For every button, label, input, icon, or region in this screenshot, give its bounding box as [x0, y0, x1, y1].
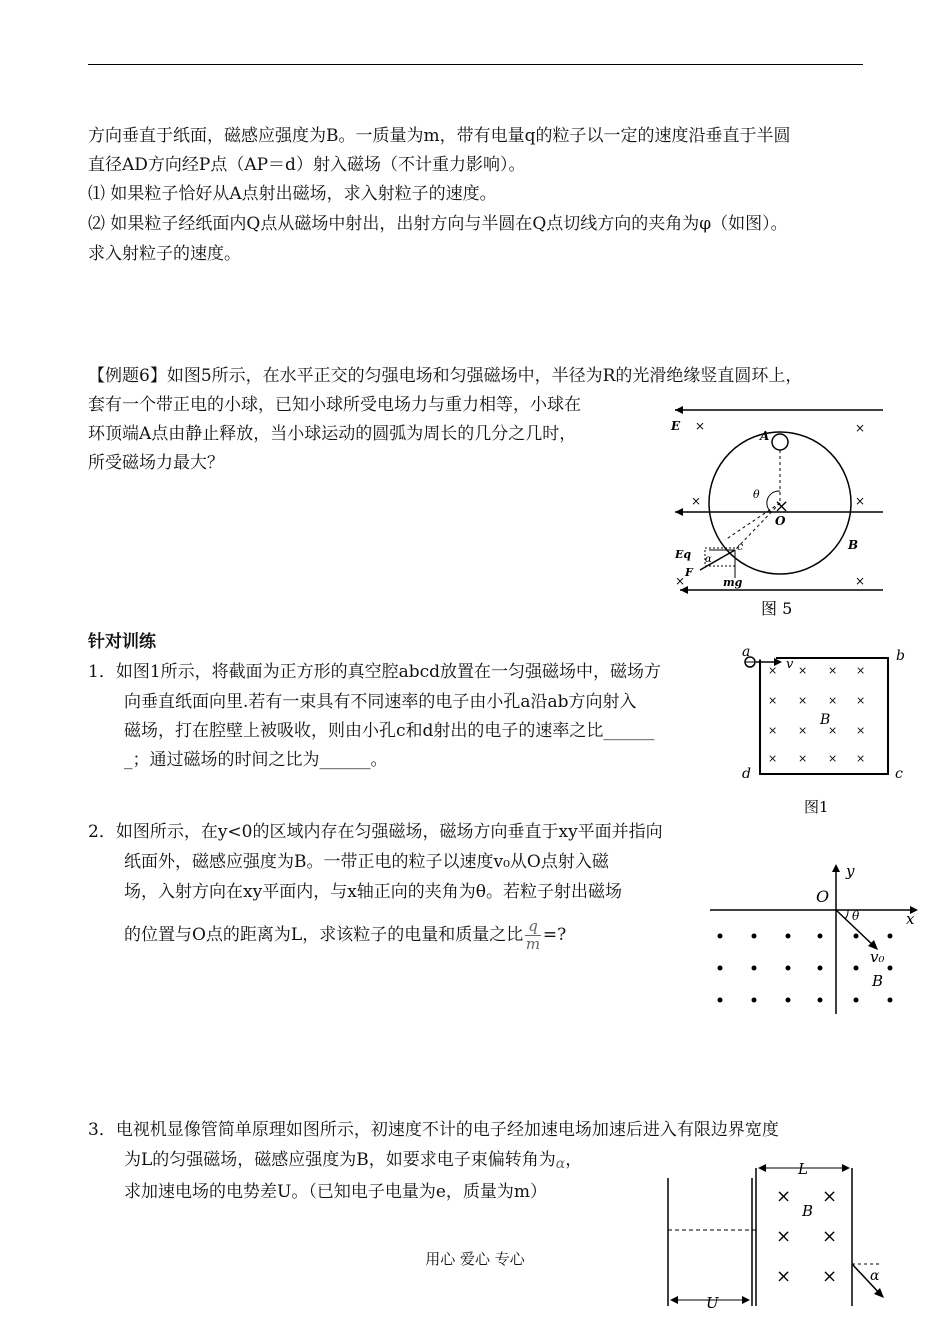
fig1-cross: × — [856, 664, 866, 677]
fig1-cross: × — [828, 664, 838, 677]
fig3-cross: × — [822, 1226, 838, 1247]
fig2-dot — [854, 998, 859, 1003]
fig1-cross: × — [798, 724, 808, 737]
figure-2-axes — [706, 856, 920, 1016]
fig5-label-c: c — [737, 540, 744, 553]
fig2-dot — [854, 966, 859, 971]
fig1-label-v: v — [786, 657, 794, 672]
fig3-label-U: U — [706, 1294, 719, 1312]
fig2-dot — [786, 934, 791, 939]
page-footer: 用心 爱心 专心 — [425, 1250, 525, 1268]
fig5-cross-5: × — [675, 574, 686, 588]
figure-1-cavity — [738, 642, 913, 822]
fig2-dot — [718, 998, 723, 1003]
fig2-dot — [818, 934, 823, 939]
intro-line-1: 方向垂直于纸面，磁感应强度为B。一质量为m，带有电量q的粒子以一定的速度沿垂直于半圆 — [88, 126, 791, 146]
fig1-label-b: b — [896, 648, 905, 664]
fig5-cross-6: × — [855, 574, 866, 588]
fig5-label-A: A — [760, 429, 770, 443]
problem1-line-1: 1．如图1所示，将截面为正方形的真空腔abcd放置在一匀强磁场中，磁场方 — [88, 662, 662, 682]
fig2-dot — [718, 934, 723, 939]
example6-line-1: 【例题6】如图5所示，在水平正交的匀强电场和匀强磁场中，半径为R的光滑绝缘竖直圆环上， — [88, 366, 803, 386]
example6-line-3: 环顶端A点由静止释放，当小球运动的圆弧为周长的几分之几时， — [88, 424, 577, 444]
fig1-caption: 图1 — [804, 798, 829, 816]
fig5-caption: 图 5 — [761, 599, 793, 618]
deflection-angle-alpha: α — [555, 1156, 566, 1172]
fig2-label-theta: θ — [852, 909, 860, 923]
problem2-line-1: 2．如图所示，在y<0的区域内存在匀强磁场，磁场方向垂直于xy平面并指向 — [88, 822, 663, 842]
fig1-label-a: a — [742, 644, 751, 660]
fig1-cross: × — [798, 752, 808, 765]
fig2-dot — [786, 966, 791, 971]
fig2-dot — [752, 934, 757, 939]
fig5-label-B: B — [848, 538, 859, 552]
fig1-label-c: c — [895, 766, 903, 782]
problem1-line-4: _；通过磁场的时间之比为______。 — [124, 750, 388, 770]
fig2-dot — [888, 998, 893, 1003]
problem2-line-4-end: =? — [542, 925, 567, 945]
fig5-label-F: F — [685, 566, 693, 579]
training-heading: 针对训练 — [88, 632, 156, 652]
fig1-cross: × — [768, 724, 778, 737]
intro-question-2: ⑵ 如果粒子经纸面内Q点从磁场中射出，出射方向与半圆在Q点切线方向的夹角为φ（如图）。 — [88, 214, 788, 234]
fig5-label-Eq: Eq — [675, 548, 692, 561]
fig1-cross: × — [768, 752, 778, 765]
fig2-dot — [818, 966, 823, 971]
charge-mass-fraction — [525, 918, 541, 953]
fig5-cross-3: × — [691, 494, 702, 508]
fig1-label-B: B — [820, 712, 831, 728]
fig1-cross: × — [828, 752, 838, 765]
fig2-dot — [752, 998, 757, 1003]
problem2-line-2: 纸面外，磁感应强度为B。一带正电的粒子以速度v₀从O点射入磁 — [124, 852, 609, 872]
fig1-cross: × — [798, 694, 808, 707]
fig2-label-y: y — [846, 862, 855, 880]
fig2-dot-grid — [718, 934, 893, 1003]
example6-line-4: 所受磁场力最大？ — [88, 453, 224, 473]
fig2-label-B: B — [872, 972, 884, 990]
fig5-label-alpha: α — [705, 554, 712, 565]
problem2-line-3: 场，入射方向在xy平面内，与x轴正向的夹角为θ。若粒子射出磁场 — [124, 882, 623, 902]
fig5-center-cross: × — [774, 496, 790, 517]
fraction-denominator: m — [525, 935, 541, 953]
fig2-dot — [818, 998, 823, 1003]
fig3-cross: × — [776, 1266, 792, 1287]
fig5-label-mg: mg — [723, 576, 743, 589]
problem1-line-3: 磁场，打在腔壁上被吸收，则由小孔c和d射出的电子的速率之比______ — [124, 721, 655, 741]
fig5-label-E: E — [671, 419, 681, 433]
problem2-line-4 — [124, 918, 566, 953]
fig1-cross: × — [768, 694, 778, 707]
fig2-dot — [854, 934, 859, 939]
fig3-cross: × — [776, 1226, 792, 1247]
problem3-line-2 — [124, 1146, 582, 1179]
problem3-line-1: 3．电视机显像管简单原理如图所示，初速度不计的电子经加速电场加速后进入有限边界宽度 — [88, 1120, 779, 1140]
fig2-label-O: O — [816, 887, 830, 906]
fig1-cross: × — [828, 694, 838, 707]
fig5-cross-2: × — [855, 421, 866, 435]
example6-line-2: 套有一个带正电的小球，已知小球所受电场力与重力相等，小球在 — [88, 395, 581, 415]
fig5-label-O: O — [775, 514, 786, 528]
fig2-dot — [752, 966, 757, 971]
fig2-dot — [888, 966, 893, 971]
header-rule — [88, 64, 863, 65]
fig5-label-theta: θ — [753, 488, 760, 501]
figure-5-ring — [665, 400, 895, 625]
fig5-cross-4: × — [855, 494, 866, 508]
intro-line-2: 直径AD方向经P点（AP＝d）射入磁场（不计重力影响）。 — [88, 155, 526, 175]
fig2-label-x: x — [906, 910, 915, 928]
problem2-line-4-text: 的位置与O点的距离为L，求该粒子的电量和质量之比 — [124, 925, 524, 945]
fraction-numerator: q — [525, 918, 541, 936]
fig3-label-alpha: α — [870, 1268, 880, 1284]
fig3-cross: × — [822, 1186, 838, 1207]
fig1-cross: × — [856, 752, 866, 765]
figure-3-tube — [660, 1156, 925, 1316]
fig1-cross-grid — [768, 664, 865, 765]
intro-question-1: ⑴ 如果粒子恰好从A点射出磁场，求入射粒子的速度。 — [88, 184, 497, 204]
fig1-cross: × — [798, 664, 808, 677]
problem3-line-2-text: 为L的匀强磁场，磁感应强度为B，如要求电子束偏转角为 — [124, 1150, 556, 1170]
fig2-dot — [718, 966, 723, 971]
fig2-label-v0: v₀ — [870, 948, 885, 966]
fig1-cross: × — [856, 694, 866, 707]
problem3-line-3: 求加速电场的电势差U。（已知电子电量为e，质量为m） — [124, 1182, 548, 1202]
fig3-cross: × — [822, 1266, 838, 1287]
fig2-dot — [786, 998, 791, 1003]
problem3-line-2-end: ， — [565, 1150, 583, 1170]
fig3-label-L: L — [798, 1160, 808, 1178]
fig1-cross: × — [856, 724, 866, 737]
fig1-label-d: d — [742, 766, 751, 782]
fig1-cross: × — [768, 664, 778, 677]
fig3-label-B: B — [802, 1202, 814, 1220]
fig5-cross-1: × — [695, 419, 706, 433]
fig1-cross: × — [828, 724, 838, 737]
intro-question-2-cont: 求入射粒子的速度。 — [88, 244, 241, 264]
fig3-cross: × — [776, 1186, 792, 1207]
problem1-line-2: 向垂直纸面向里.若有一束具有不同速率的电子由小孔a沿ab方向射入 — [124, 692, 637, 712]
fig2-dot — [888, 934, 893, 939]
